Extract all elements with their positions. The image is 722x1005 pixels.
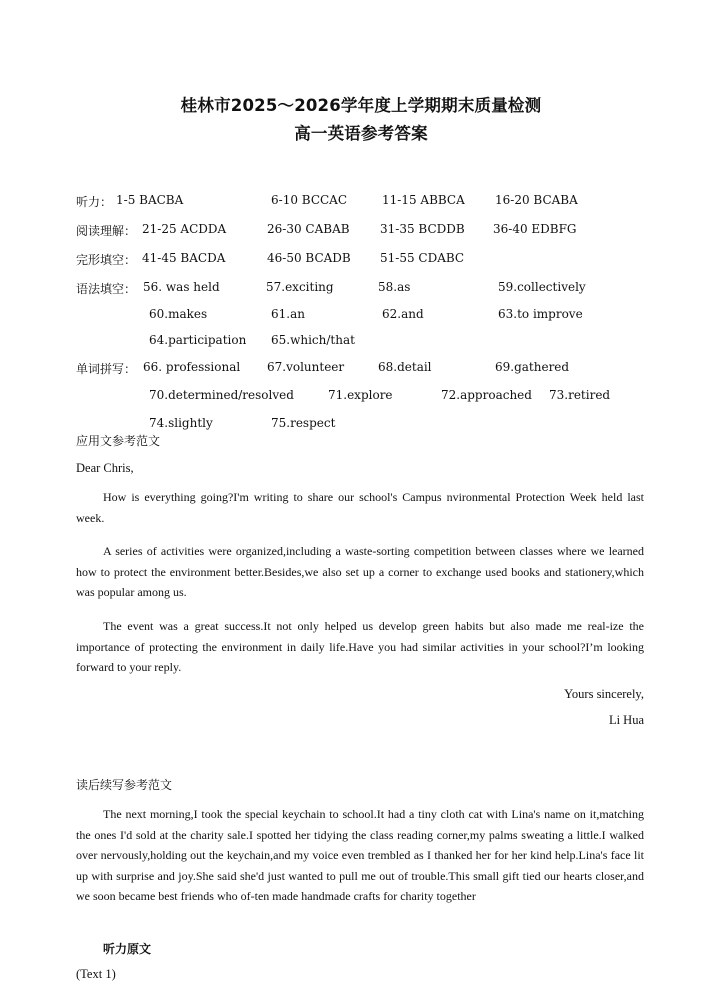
answer-item: 61.an (271, 307, 305, 321)
answer-item: 59.collectively (498, 280, 586, 294)
document-title: 桂林市2025～2026学年度上学期期末质量检测 (180, 96, 542, 115)
section-heading-continuation: 读后续写参考范文 (76, 778, 173, 792)
answer-item: 75.respect (271, 416, 336, 430)
answer-item: 60.makes (149, 307, 208, 321)
answer-item: 11-15 ABBCA (382, 193, 465, 207)
section-label-grammar: 语法填空： (76, 282, 137, 296)
answer-item: 26-30 CABAB (267, 222, 350, 236)
section-label-cloze: 完形填空： (76, 253, 137, 267)
transcript-text-label: (Text 1) (76, 967, 116, 981)
continuation-paragraph: The next morning,I took the special keychain to school.It had a tiny cloth cat with Lina's name on it,matching the ones I'd sold at the charity sale.I spotted her tidying the class reading corner,my palms sweating a little.I walked over nervously,holding out the keychain,and my voice even trembled as I thanked her for her kind help.Lina's face lit up with surprise and joy.She said she'd just wanted to pull me out of trouble.This small gift tied our hearts closer,and we soon became best friends who of-ten made handmade crafts for charity together (76, 807, 644, 903)
document-subtitle: 高一英语参考答案 (294, 124, 428, 143)
answer-item: 51-55 CDABC (380, 251, 465, 265)
answer-item: 67.volunteer (267, 360, 345, 374)
answer-item: 73.retired (549, 388, 611, 402)
answer-item: 64.participation (149, 333, 247, 347)
answer-item: 21-25 ACDDA (142, 222, 227, 236)
answer-item: 72.approached (441, 388, 532, 402)
section-label-reading: 阅读理解： (76, 224, 137, 238)
answer-item: 63.to improve (498, 307, 583, 321)
section-label-spelling: 单词拼写： (76, 362, 137, 376)
letter-paragraph: The event was a great success.It not only helped us develop green habits but also made me real-ize the importance of protecting the environment in daily life.Have you had similar activities in your school?I’m looking forward to your reply. (76, 619, 644, 674)
section-label-listening: 听力： (76, 195, 113, 209)
answer-item: 36-40 EDBFG (493, 222, 577, 236)
answer-item: 31-35 BCDDB (380, 222, 465, 236)
section-heading-application: 应用文参考范文 (76, 434, 161, 448)
answer-item: 71.explore (328, 388, 393, 402)
answer-item: 58.as (378, 280, 411, 294)
answer-item: 56. was held (143, 280, 220, 294)
answer-item: 69.gathered (495, 360, 570, 374)
letter-paragraph: A series of activities were organized,including a waste-sorting competition between classes where we learned how to protect the environment better.Besides,we also set up a corner to exchange used books and stationery,which was popular among us. (76, 544, 644, 599)
letter-signature: Li Hua (608, 713, 644, 727)
answer-item: 1-5 BACBA (116, 193, 184, 207)
answer-item: 70.determined/resolved (149, 388, 294, 402)
letter-paragraph: How is everything going?I'm writing to share our school's Campus nvironmental Protection Week held last week. (76, 490, 644, 525)
letter-salutation: Dear Chris, (76, 461, 134, 475)
answer-item: 62.and (382, 307, 424, 321)
answer-item: 41-45 BACDA (142, 251, 226, 265)
letter-closing: Yours sincerely, (564, 687, 644, 701)
section-heading-transcript: 听力原文 (103, 942, 152, 956)
answer-item: 68.detail (378, 360, 432, 374)
answer-item: 16-20 BCABA (495, 193, 578, 207)
answer-item: 66. professional (143, 360, 241, 374)
answer-item: 46-50 BCADB (267, 251, 351, 265)
answer-item: 6-10 BCCAC (271, 193, 348, 207)
answer-item: 57.exciting (266, 280, 334, 294)
answer-item: 65.which/that (271, 333, 355, 347)
answer-item: 74.slightly (149, 416, 213, 430)
